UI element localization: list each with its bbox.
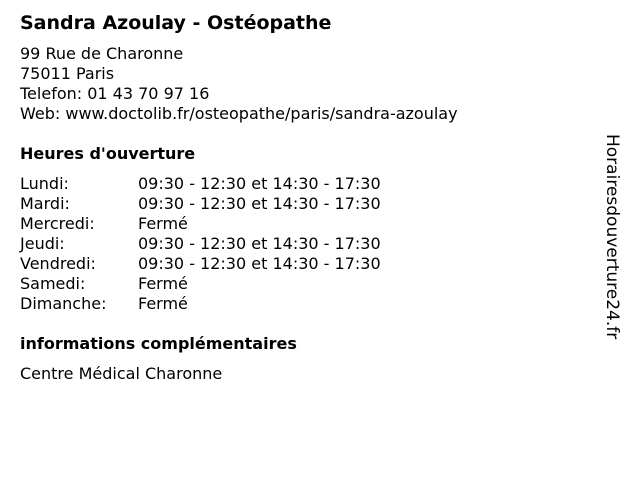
hours-row-sunday xyxy=(20,294,381,314)
address-city: 75011 Paris xyxy=(20,64,115,83)
hours-table xyxy=(20,174,381,314)
day-label: Lundi: xyxy=(20,174,69,193)
day-label: Jeudi: xyxy=(20,234,65,253)
hours-value: 09:30 - 12:30 et 14:30 - 17:30 xyxy=(138,174,381,193)
info-text: Centre Médical Charonne xyxy=(20,364,223,383)
phone-line: Telefon: 01 43 70 97 16 xyxy=(20,84,210,103)
day-label: Vendredi: xyxy=(20,254,96,273)
hours-value: 09:30 - 12:30 et 14:30 - 17:30 xyxy=(138,234,381,253)
day-label: Mardi: xyxy=(20,194,70,213)
hours-row-friday xyxy=(20,254,381,274)
page-title: Sandra Azoulay - Ostéopathe xyxy=(20,12,332,34)
hours-value: 09:30 - 12:30 et 14:30 - 17:30 xyxy=(138,254,381,273)
hours-row-tuesday xyxy=(20,194,381,214)
hours-value: 09:30 - 12:30 et 14:30 - 17:30 xyxy=(138,194,381,213)
address-block xyxy=(20,44,458,124)
address-street: 99 Rue de Charonne xyxy=(20,44,184,63)
hours-row-wednesday xyxy=(20,214,381,234)
hours-value: Fermé xyxy=(138,274,188,293)
day-label: Samedi: xyxy=(20,274,86,293)
hours-value: Fermé xyxy=(138,214,188,233)
hours-row-saturday xyxy=(20,274,381,294)
hours-row-thursday xyxy=(20,234,381,254)
day-label: Dimanche: xyxy=(20,294,107,313)
day-label: Mercredi: xyxy=(20,214,95,233)
hours-heading: Heures d'ouverture xyxy=(20,144,196,163)
site-watermark: Horairesdouverture24.fr xyxy=(602,134,622,340)
hours-value: Fermé xyxy=(138,294,188,313)
website-line: Web: www.doctolib.fr/osteopathe/paris/sandra-azoulay xyxy=(20,104,458,123)
hours-row-monday xyxy=(20,174,381,194)
info-heading: informations complémentaires xyxy=(20,334,297,353)
